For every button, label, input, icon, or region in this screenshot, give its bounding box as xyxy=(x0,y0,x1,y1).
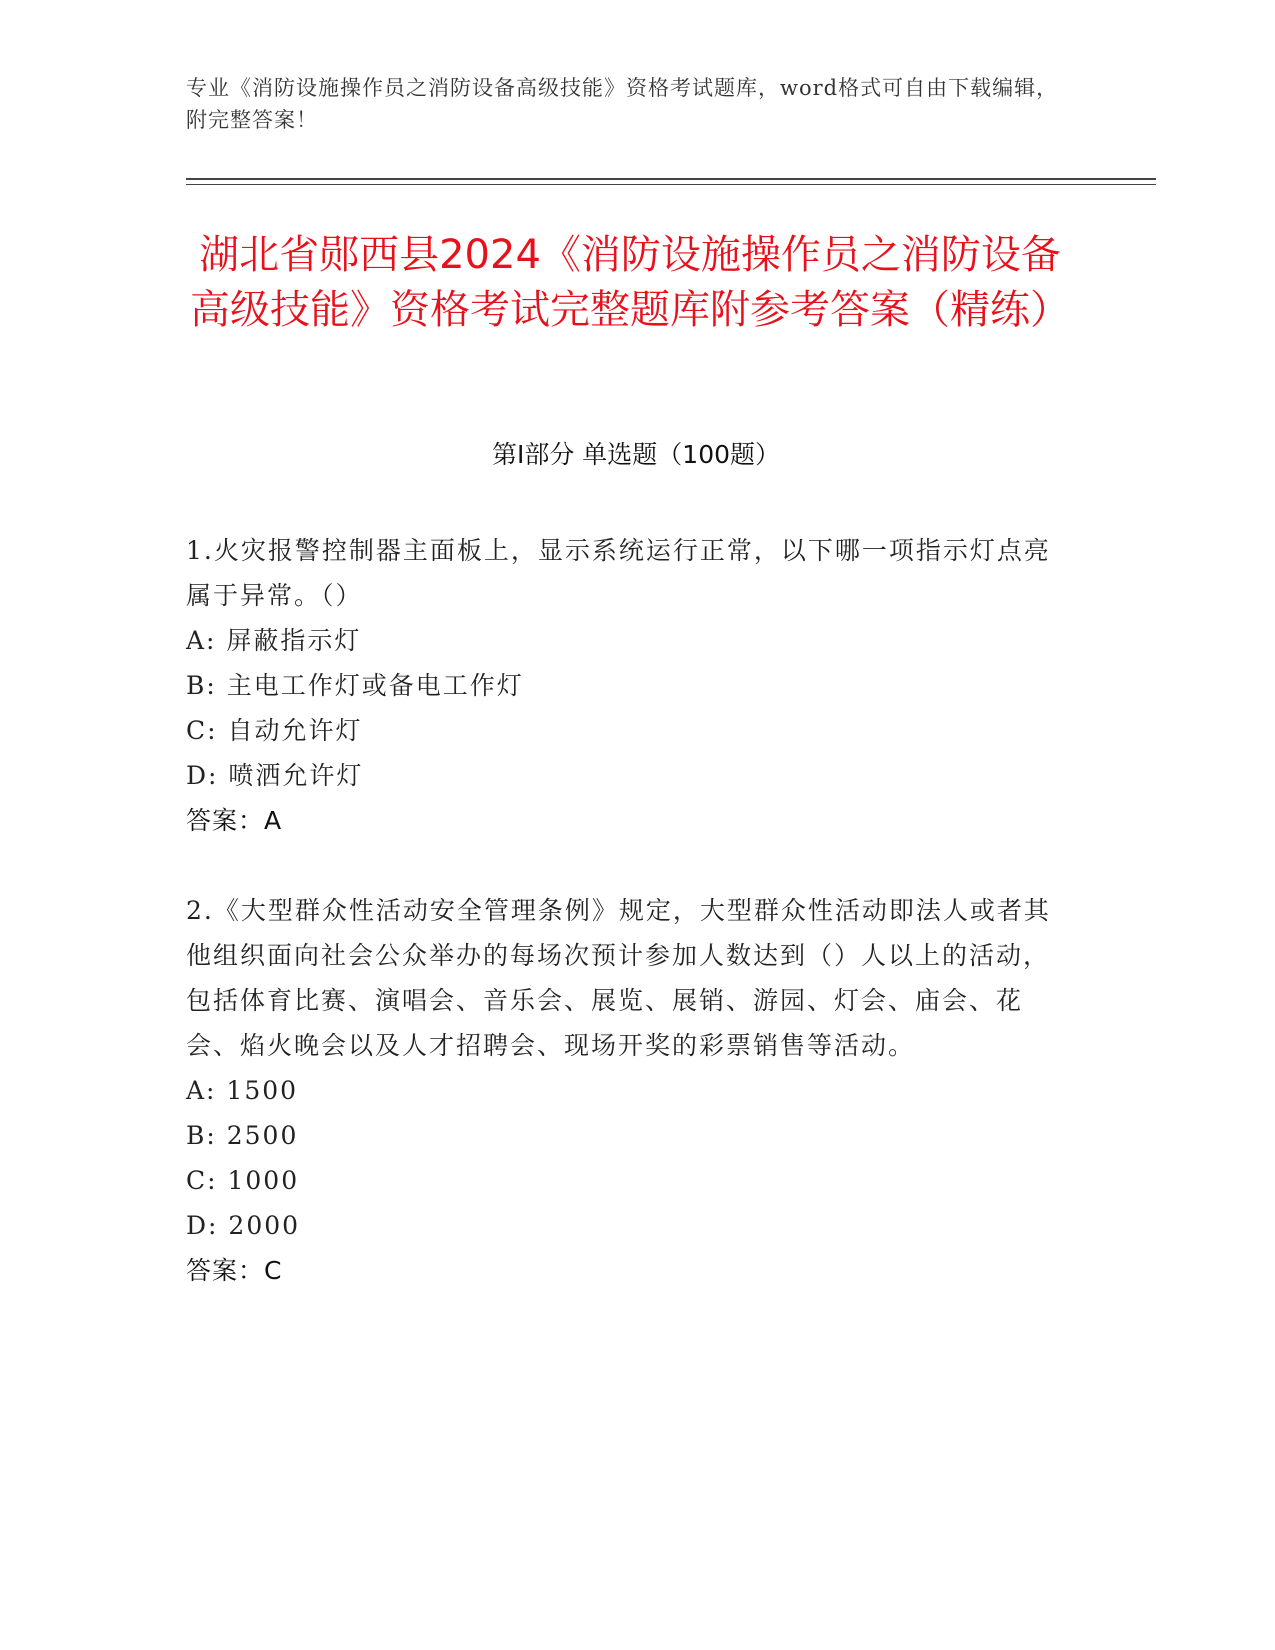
option-d: D: 2000 xyxy=(186,1211,301,1240)
option-c: C: 1000 xyxy=(186,1166,300,1195)
document-title: 湖北省郧西县2024《消防设施操作员之消防设备高级技能》资格考试完整题库附参考答案（精练） xyxy=(190,232,1070,333)
option-a: A: 1500 xyxy=(186,1076,299,1105)
option-c: C: 自动允许灯 xyxy=(186,716,363,745)
question-1 xyxy=(186,528,1066,843)
header-note: 专业《消防设施操作员之消防设备高级技能》资格考试题库，word格式可自由下载编辑，附完整答案！ xyxy=(186,76,1059,132)
header-divider-thick xyxy=(186,178,1156,180)
answer-label: 答案：A xyxy=(186,806,283,835)
header-divider-thin xyxy=(186,184,1156,185)
question-2 xyxy=(186,888,1066,1293)
option-b: B: 2500 xyxy=(186,1121,299,1150)
option-b: B: 主电工作灯或备电工作灯 xyxy=(186,671,524,700)
option-a: A: 屏蔽指示灯 xyxy=(186,626,362,655)
section-title: 第I部分 单选题（100题） xyxy=(491,440,781,469)
option-d: D: 喷洒允许灯 xyxy=(186,761,364,790)
answer-label: 答案：C xyxy=(186,1256,283,1285)
question-stem: 2.《大型群众性活动安全管理条例》规定，大型群众性活动即法人或者其他组织面向社会公众举办的每场次预计参加人数达到（）人以上的活动，包括体育比赛、演唱会、音乐会、展览、展销、游园、灯会、庙会、花会、焰火晚会以及人才招聘会、现场开奖的彩票销售等活动。 xyxy=(186,896,1051,1060)
question-stem: 1.火灾报警控制器主面板上，显示系统运行正常，以下哪一项指示灯点亮属于异常。（） xyxy=(186,536,1051,610)
